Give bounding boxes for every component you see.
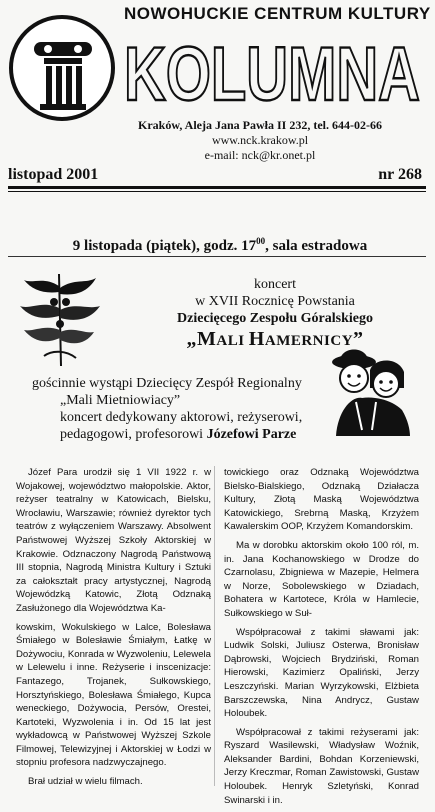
guest-performers	[32, 375, 322, 443]
article-paragraph: Współpracował z takimi reżyserami jak: Ryszard Wasilewski, Władysław Woźnik, Aleksander Bardini, Bohdan Korzeniewski, Jerzy Kreczmar, Roman Zawistowski, Gustaw Holoubek. Henryk Szletyński, Konrad Swinarski i in.	[224, 726, 419, 806]
address-block	[95, 118, 425, 163]
svg-text:KOLUMNA: KOLUMNA	[124, 32, 420, 114]
holly-illustration	[14, 266, 104, 374]
article-paragraph: Ma w dorobku aktorskim około 100 ról, m. in. Jana Kochanowskiego w Drodze do Czarnolasu, Zbigniewa w Mazepie, Helmera w Norze, Sobolewskiego w Dziadach, Bohatera w Kartotece, Króla w Hamlecie, Sułkowskiego w Suł-	[224, 539, 419, 619]
concert-announcement	[130, 276, 420, 350]
issue-date: listopad 2001	[8, 166, 99, 183]
article-paragraph: towickiego oraz Odznaką Województwa Bielsko-Bialskiego, Odznaką Działacza Kultury, Złotą Maską Województwa Katowickiego, Srebrną Maską, Krzyżem Kawalerskim OOP, Krzyżem Komandorskim.	[224, 467, 419, 533]
column-divider	[214, 466, 215, 786]
nck-logo	[8, 14, 118, 124]
article-column-right	[224, 466, 419, 812]
event-datetime: 9 listopada (piątek), godz. $17^{00}$, sala estradowa	[72, 236, 368, 254]
guest-line: gościnnie wystąpi Dziecięcy Zespół Regionalny	[32, 376, 302, 391]
concert-label: koncert	[254, 277, 296, 292]
organization-name: NOWOHUCKIE CENTRUM KULTURY	[124, 4, 431, 23]
issue-number: nr 268	[378, 166, 422, 183]
website-link[interactable]: www.nck.krakow.pl	[211, 133, 309, 147]
email-link[interactable]: e-mail: nck@kr.onet.pl	[204, 148, 316, 162]
divider	[8, 191, 426, 192]
dedication-recipient: pedagogowi, profesorowi Józefowi Parze	[60, 427, 297, 442]
article-paragraph: Józef Para urodził się 1 VII 1922 r. w Wojakowej, województwo małopolskie. Aktor, reżyser teatralny w Katowicach, Bielsku, Wrocławiu, Warszawie; również dyrektor tych teatrów z wyłączeniem Warszawy. Absolwent Państwowej Wyższej Szkoły Aktorskiej w Krakowie. Odznaczony Nagrodą Państwową III stopnia, Nagrodą Ministra Kultury i Sztuki za całokształt pracy artystycznej, Nagrodą Wojewódzką Katowic, Złotą Odznaką Zasłużonego dla Województwa Ka-	[16, 467, 211, 614]
ensemble-name: „MALI HAMERNICY”	[186, 328, 364, 350]
article-paragraph: kowskim, Wokulskiego w Lalce, Bolesława Śmiałego w Bolesławie Śmiałym, Łatkę w Dożywociu, Konrada w Wyzwoleniu, Lelewela w Lelewelu i inne. Reżyserie i inscenizacje: Fantazego, Trojanek, Sułkowskiego, Horsztyńskiego, Bolesława Śmiałego, Kupca weneckiego, Dożywocia, Persów, Orestei, Kartoteki, Wyzwolenia i in. Od 15 lat jest wykładowcą w Państwowej Wyższej Szkole Filmowej, Telewizyjnej i Aktorskiej w Łodzi w stopniu profesora nadzwyczajnego.	[16, 621, 211, 769]
guest-ensemble: „Mali Mietniowiacy”	[60, 393, 181, 408]
article-paragraph: Brał udział w wielu filmach.	[28, 776, 143, 788]
street-address: Kraków, Aleja Jana Pawła II 232, tel. 644-02-66	[138, 118, 382, 132]
masthead-title	[120, 30, 425, 114]
article-column-left	[16, 466, 211, 794]
anniversary-line: w XVII Rocznicę Powstania	[195, 294, 355, 309]
ensemble-description: Dziecięcego Zespołu Góralskiego	[177, 311, 373, 326]
dedication-line: koncert dedykowany aktorowi, reżyserowi,	[60, 410, 303, 425]
highlander-couple-illustration	[322, 340, 414, 440]
issue-bar	[8, 166, 426, 189]
divider	[8, 256, 426, 257]
article-paragraph: Współpracował z takimi sławami jak: Ludwik Solski, Juliusz Osterwa, Bronisław Dąbrowski, Wojciech Brydziński, Roman Hierowski, Kazimierz Opaliński, Jerzy Leszczyński. Marian Wyrzykowski, Elżbieta Barszczewska, Nina Andrycz, Gustaw Holoubek.	[224, 626, 419, 720]
